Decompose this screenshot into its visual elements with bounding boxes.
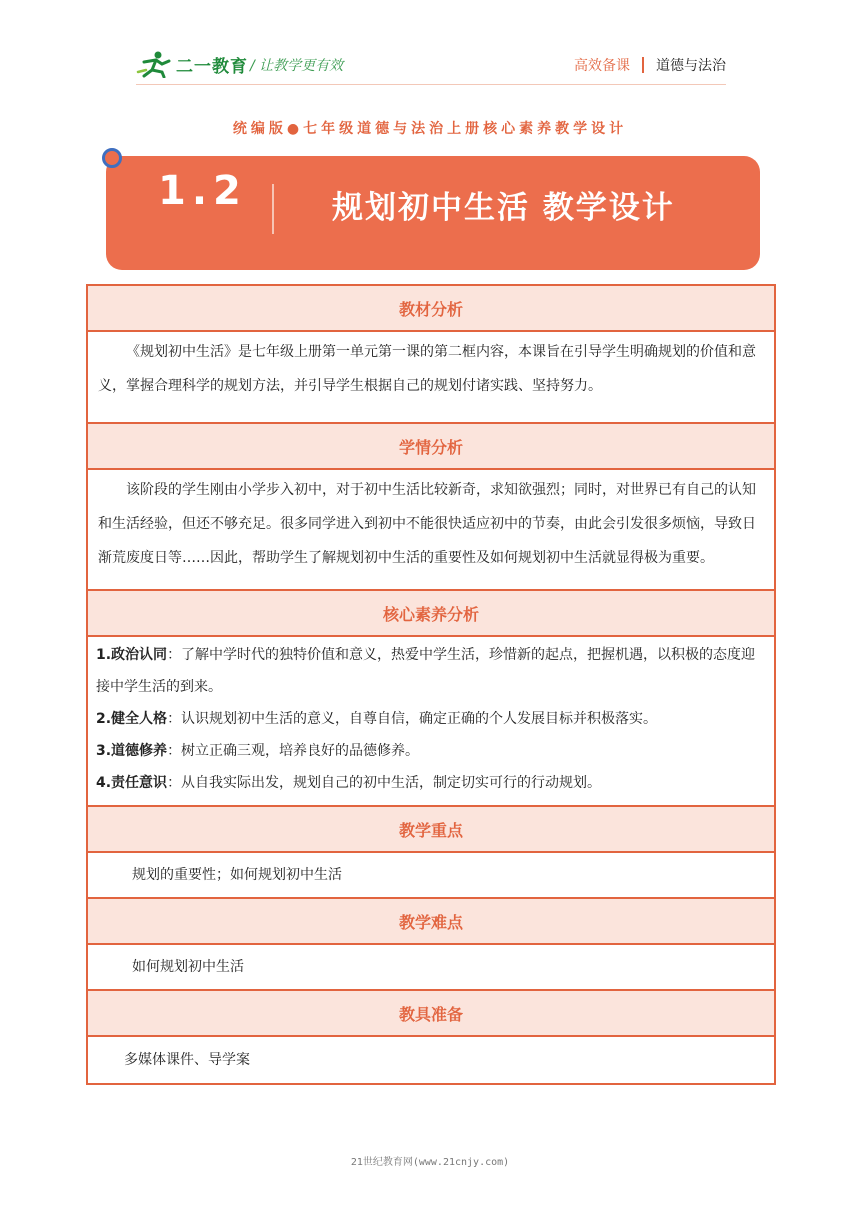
- subject-label: 道德与法治: [656, 58, 726, 74]
- header-divider: [642, 57, 644, 73]
- section-heading-key-points: 教学重点: [88, 807, 774, 853]
- banner-divider: [272, 184, 274, 234]
- section-body-materials: 多媒体课件、导学案: [124, 1052, 250, 1068]
- running-figure-icon: [136, 50, 174, 78]
- section-heading-materials: 教具准备: [88, 991, 774, 1037]
- item-text: ：了解中学时代的独特价值和意义，热爱中学生活，珍惜新的起点，把握机遇，以积极的态度迎接中学生活的到来。: [96, 647, 756, 695]
- page-header: [0, 0, 860, 90]
- section-body-key-points: 规划的重要性；如何规划初中生活: [88, 853, 774, 899]
- series-title: 统编版●七年级道德与法治上册核心素养教学设计: [232, 121, 628, 137]
- item-text: ：认识规划初中生活的意义，自尊自信，确定正确的个人发展目标并积极落实。: [167, 711, 658, 727]
- list-item: [96, 639, 768, 703]
- lesson-plan-table: [86, 284, 776, 1085]
- banner-dot-icon: [102, 148, 122, 168]
- section-heading-textbook: 教材分析: [88, 286, 774, 332]
- section-heading-students: 学情分析: [88, 424, 774, 470]
- header-category: [574, 55, 726, 75]
- logo: [136, 50, 248, 78]
- lesson-title: 规划初中生活 教学设计: [332, 190, 675, 226]
- item-label: 4.责任意识: [96, 775, 168, 791]
- logo-text: 二一教育: [176, 56, 248, 77]
- header-rule: [136, 84, 726, 85]
- page-footer: 21世纪教育网(www.21cnjy.com): [350, 1157, 510, 1168]
- item-label: 1.政治认同: [96, 647, 168, 663]
- item-text: ：从自我实际出发，规划自己的初中生活，制定切实可行的行动规划。: [167, 775, 602, 791]
- item-label: 2.健全人格: [96, 711, 168, 727]
- section-body-students: 该阶段的学生刚由小学步入初中，对于初中生活比较新奇，求知欲强烈；同时，对世界已有自己的认知和生活经验，但还不够充足。很多同学进入到初中不能很快适应初中的节奏，由此会引发很多烦恼，导致日渐荒废度日等……因此，帮助学生了解规划初中生活的重要性及如何规划初中生活就显得极为重要。: [88, 470, 774, 591]
- section-body-textbook: 《规划初中生活》是七年级上册第一单元第一课的第二框内容，本课旨在引导学生明确规划的价值和意义，掌握合理科学的规划方法，并引导学生根据自己的规划付诸实践、坚持努力。: [88, 332, 774, 424]
- list-item: [96, 735, 768, 767]
- slogan: / 让教学更有效: [250, 58, 344, 74]
- item-text: ：树立正确三观，培养良好的品德修养。: [167, 743, 420, 759]
- list-item: [96, 767, 768, 799]
- lesson-number: 1.2: [158, 168, 247, 214]
- section-heading-difficulties: 教学难点: [88, 899, 774, 945]
- section-heading-core: 核心素养分析: [88, 591, 774, 637]
- section-body-core: [88, 637, 774, 807]
- section-body-difficulties: 如何规划初中生活: [88, 945, 774, 991]
- item-label: 3.道德修养: [96, 743, 168, 759]
- category-label: 高效备课: [574, 58, 630, 74]
- list-item: [96, 703, 768, 735]
